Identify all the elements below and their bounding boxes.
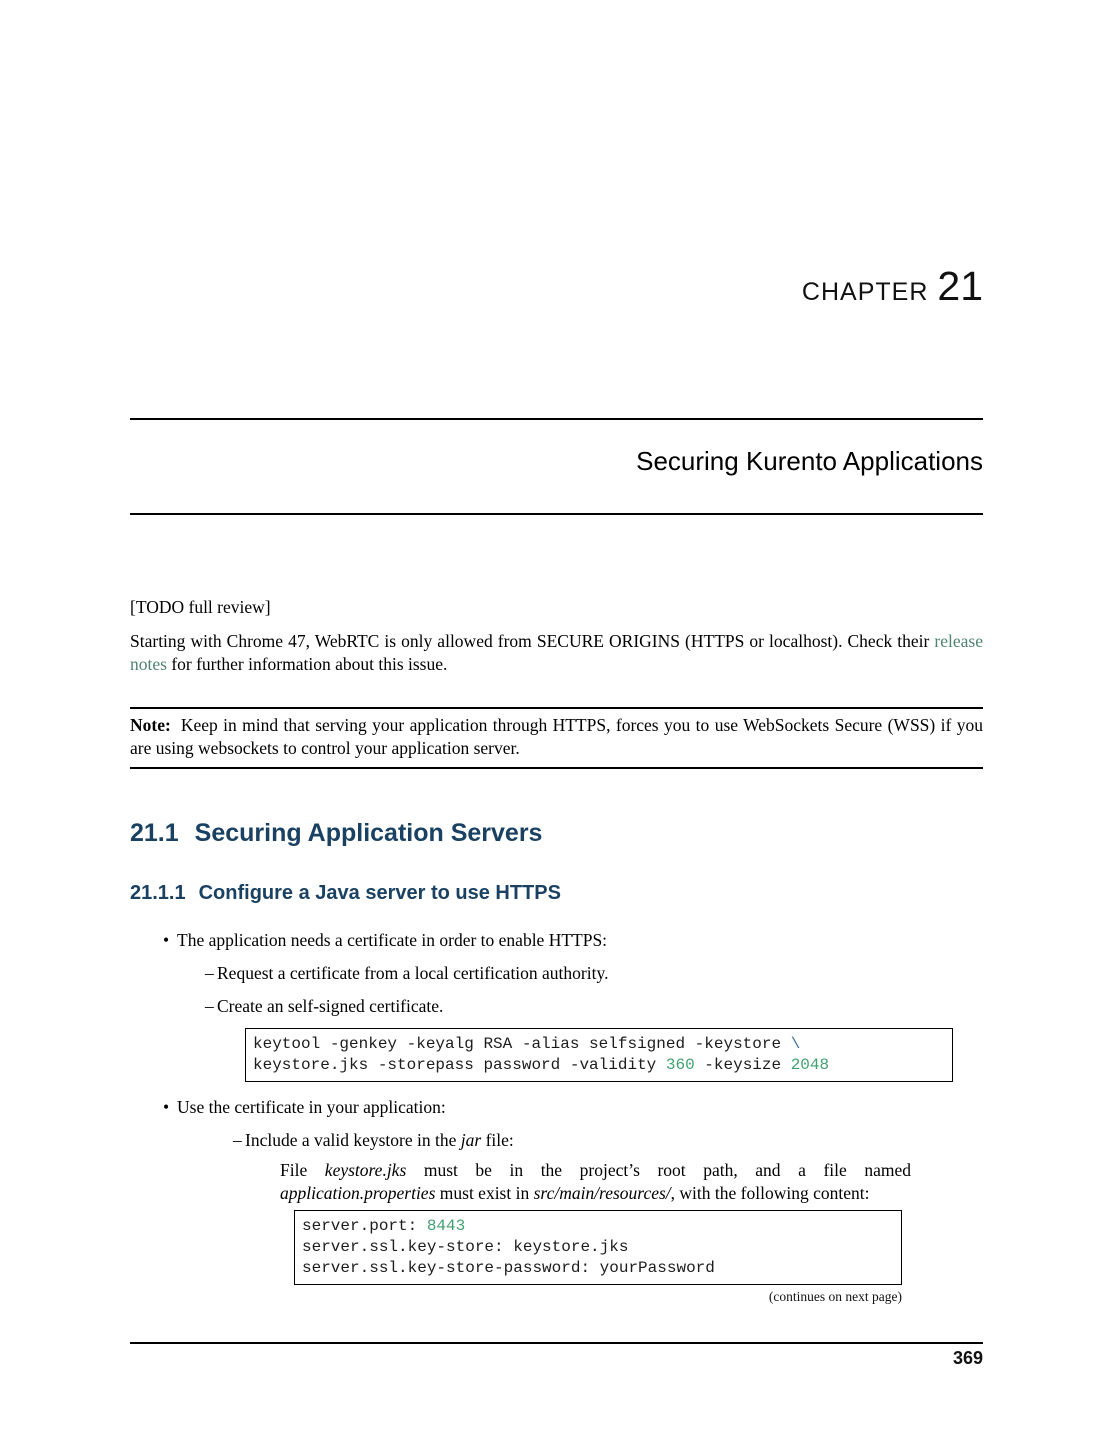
dash-marker: – xyxy=(233,1130,242,1150)
continues-note: (continues on next page) xyxy=(768,1289,902,1304)
list-item-use-certificate xyxy=(163,1096,446,1119)
code-escape-token: \ xyxy=(790,1035,801,1053)
intro-paragraph-start: Starting with Chrome 47, WebRTC is only allowed from SECURE ORIGINS (HTTPS or localhost). Check their xyxy=(130,631,935,651)
section-number: 21.1 xyxy=(130,819,179,847)
note-box xyxy=(130,714,983,760)
list-item-text: file: xyxy=(481,1130,514,1150)
page-number: 369 xyxy=(952,1348,983,1368)
code-block-keytool xyxy=(245,1028,953,1082)
paragraph-text: File xyxy=(280,1160,325,1180)
list-item-request-certificate xyxy=(205,962,608,985)
todo-note: [TODO full review] xyxy=(130,597,271,617)
code-line xyxy=(302,1216,894,1237)
list-item-text: Request a certificate from a local certification authority. xyxy=(217,963,609,983)
subsection-number: 21.1.1 xyxy=(130,882,186,904)
list-item-text: Create an self-signed certificate. xyxy=(217,996,444,1016)
footer-rule xyxy=(130,1342,983,1344)
paragraph-text: must be in the project’s root path, and a file named xyxy=(406,1160,911,1180)
keystore-file-paragraph xyxy=(280,1159,911,1205)
code-line xyxy=(253,1055,945,1076)
code-text: server.port: xyxy=(302,1217,427,1235)
note-rule-bottom xyxy=(130,767,983,769)
release-notes-link[interactable]: release notes xyxy=(130,631,983,674)
list-item-text: The application needs a certificate in order to enable HTTPS: xyxy=(177,930,608,950)
intro-paragraph-end: for further information about this issue. xyxy=(166,654,448,674)
section-heading xyxy=(130,819,983,848)
list-item-include-keystore xyxy=(233,1129,514,1152)
list-item-text: Include a valid keystore in the xyxy=(245,1130,461,1150)
subsection-title: Configure a Java server to use HTTPS xyxy=(198,882,561,904)
document-title: Securing Kurento Applications xyxy=(636,446,983,476)
code-text: keytool -genkey -keyalg RSA -alias selfsigned -keystore xyxy=(253,1035,791,1053)
section-title: Securing Application Servers xyxy=(194,819,543,847)
code-line: server.ssl.key-store: keystore.jks xyxy=(302,1238,629,1256)
paragraph-text: , with the following content: xyxy=(670,1183,870,1203)
code-line: server.ssl.key-store-password: yourPassword xyxy=(302,1259,715,1277)
resources-path-emphasis: src/main/resources/ xyxy=(533,1183,671,1203)
code-block-properties xyxy=(294,1210,902,1285)
note-text: Keep in mind that serving your application through HTTPS, forces you to use WebSockets Secure (WSS) if you are using websockets to control your application server. xyxy=(130,715,983,758)
keystore-jks-emphasis: keystore.jks xyxy=(324,1160,407,1180)
code-text: keystore.jks -storepass password -validity xyxy=(253,1056,666,1074)
bullet-marker: • xyxy=(163,930,170,950)
chapter-label: CHAPTER xyxy=(801,278,929,306)
code-line xyxy=(253,1034,945,1055)
paragraph-text: must exist in xyxy=(435,1183,534,1203)
title-rule-top xyxy=(130,418,983,420)
code-number-token: 8443 xyxy=(426,1217,466,1235)
code-number-token: 2048 xyxy=(790,1056,830,1074)
jar-emphasis: jar xyxy=(460,1130,482,1150)
chapter-heading xyxy=(130,263,983,309)
intro-paragraph xyxy=(130,630,983,676)
list-item-self-signed xyxy=(205,995,443,1018)
list-item-certificate xyxy=(163,929,607,952)
dash-marker: – xyxy=(205,996,214,1016)
note-rule-top xyxy=(130,707,983,709)
application-properties-emphasis: application.properties xyxy=(280,1183,436,1203)
code-text: -keysize xyxy=(694,1056,791,1074)
subsection-heading xyxy=(130,882,983,905)
list-item-text: Use the certificate in your application: xyxy=(177,1097,446,1117)
chapter-number: 21 xyxy=(937,263,983,309)
bullet-marker: • xyxy=(163,1097,170,1117)
code-number-token: 360 xyxy=(665,1056,695,1074)
title-rule-bottom xyxy=(130,513,983,515)
note-label: Note: xyxy=(130,715,171,735)
dash-marker: – xyxy=(205,963,214,983)
